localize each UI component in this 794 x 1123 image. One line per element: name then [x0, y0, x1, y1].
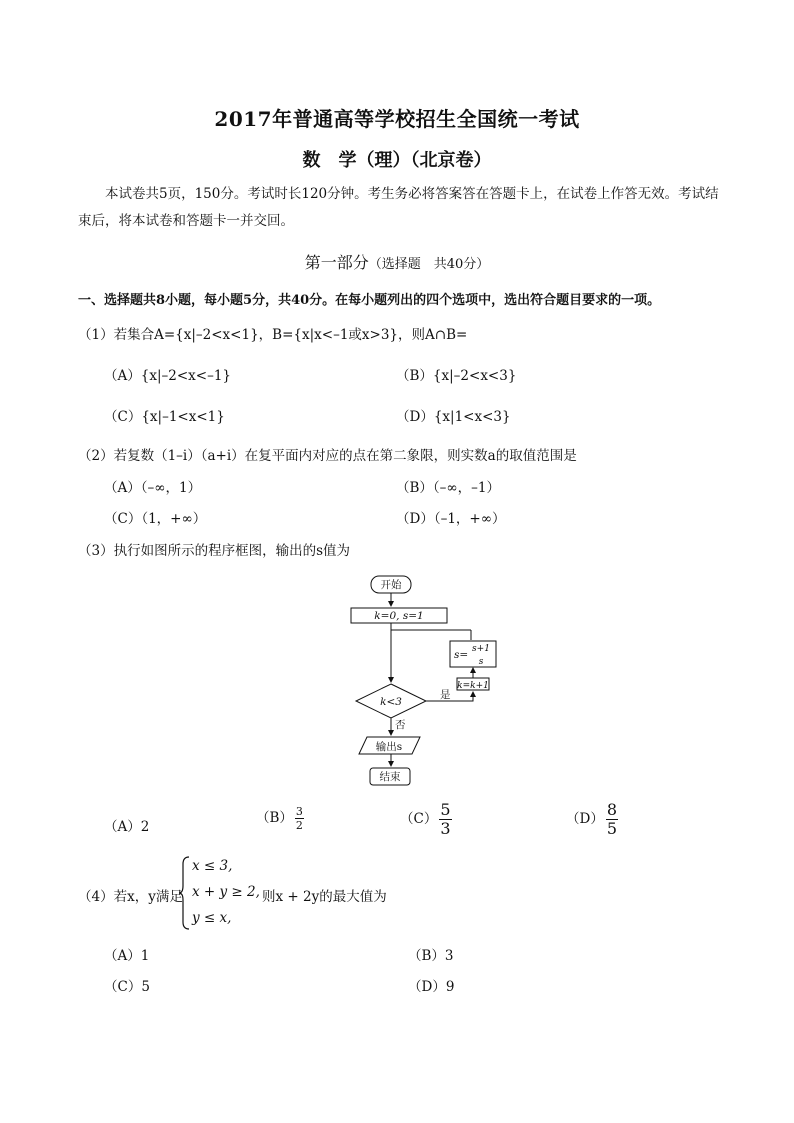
q3-flowchart	[340, 570, 510, 790]
q4-option-b: （B）3	[408, 948, 454, 964]
part-one-title: 第一部分	[304, 253, 369, 272]
q2-option-a: （A）（–∞，1）	[104, 480, 202, 496]
flow-end-text: 结束	[379, 771, 401, 783]
flow-assign-lhs: s=	[454, 649, 469, 661]
q4-condition-3: y ≤ x,	[192, 910, 232, 926]
q3-option-d-denominator: 5	[606, 819, 618, 838]
q4-brace	[178, 856, 190, 930]
flow-output-text: 输出s	[375, 741, 403, 753]
q3-option-d	[566, 802, 620, 837]
flow-assign-num: s+1	[472, 644, 490, 654]
q1-option-c: （C）{x|–1<x<1}	[104, 409, 225, 425]
q3-option-c-numerator: 5	[440, 800, 451, 819]
q2-stem: （2）若复数（1–i）（a+i）在复平面内对应的点在第二象限，则实数a的取值范围是	[78, 448, 577, 464]
q3-option-c-label: （C）	[400, 811, 438, 827]
q4-condition-2: x + y ≥ 2,	[192, 884, 260, 900]
q1-option-b: （B）{x|–2<x<3}	[396, 368, 517, 384]
q3-option-c-denominator: 3	[440, 819, 451, 838]
q4-option-a: （A）1	[104, 948, 150, 964]
flow-start-text: 开始	[380, 579, 402, 591]
q3-stem: （3）执行如图所示的程序框图，输出的s值为	[78, 543, 351, 559]
section-instruction: 一、选择题共8小题，每小题5分，共40分。在每小题列出的四个选项中，选出符合题目要求的一项。	[78, 293, 661, 308]
q2-option-c: （C）（1，+∞）	[104, 511, 207, 527]
q2-option-d: （D）（–1，+∞）	[396, 511, 506, 527]
exam-title: 2017年普通高等学校招生全国统一考试	[214, 107, 580, 131]
flow-assign-den: s	[478, 657, 484, 667]
q1-option-d: （D）{x|1<x<3}	[396, 409, 511, 425]
flow-increment-text: k=k+1	[457, 681, 489, 691]
flow-init-text: k=0, s=1	[374, 610, 424, 622]
exam-subtitle: 数 学（理）（北京卷）	[302, 150, 492, 171]
q3-option-d-label: （D）	[566, 811, 604, 827]
q1-stem: （1）若集合A={x|–2<x<1}，B={x|x<–1或x>3}，则A∩B=	[78, 327, 468, 343]
flow-yes-label: 是	[440, 689, 451, 701]
q3-option-b-label: （B）	[256, 810, 293, 826]
part-one-note: （选择题 共40分）	[368, 257, 490, 272]
q3-option-a	[104, 815, 149, 835]
q3-option-b-numerator: 3	[295, 805, 303, 818]
q4-stem-suffix: 则x + 2y的最大值为	[262, 889, 387, 905]
q3-option-c-fraction	[439, 802, 451, 837]
q4-condition-1: x ≤ 3,	[192, 858, 233, 874]
q3-option-a-label: （A）	[104, 819, 141, 835]
q4-stem-prefix: （4）若x，y满足	[78, 889, 183, 905]
q3-option-b	[256, 806, 306, 831]
q2-option-b: （B）（–∞，–1）	[396, 480, 501, 496]
q4-option-d: （D）9	[408, 979, 455, 995]
q3-option-b-fraction	[295, 806, 304, 831]
q3-option-b-denominator: 2	[295, 819, 303, 832]
flow-condition-text: k<3	[380, 696, 402, 708]
q3-option-c	[400, 802, 454, 837]
part-one-heading	[0, 250, 794, 273]
q3-option-d-numerator: 8	[606, 800, 618, 819]
q3-option-d-fraction	[606, 802, 618, 837]
q1-option-a: （A）{x|–2<x<–1}	[104, 368, 232, 384]
q3-option-a-value: 2	[140, 819, 150, 835]
exam-intro: 本试卷共5页，150分。考试时长120分钟。考生务必将答案答在答题卡上，在试卷上作答无效。考试结束后，将本试卷和答题卡一并交回。	[78, 186, 719, 229]
q4-option-c: （C）5	[104, 979, 150, 995]
flow-no-label: 否	[395, 719, 406, 731]
